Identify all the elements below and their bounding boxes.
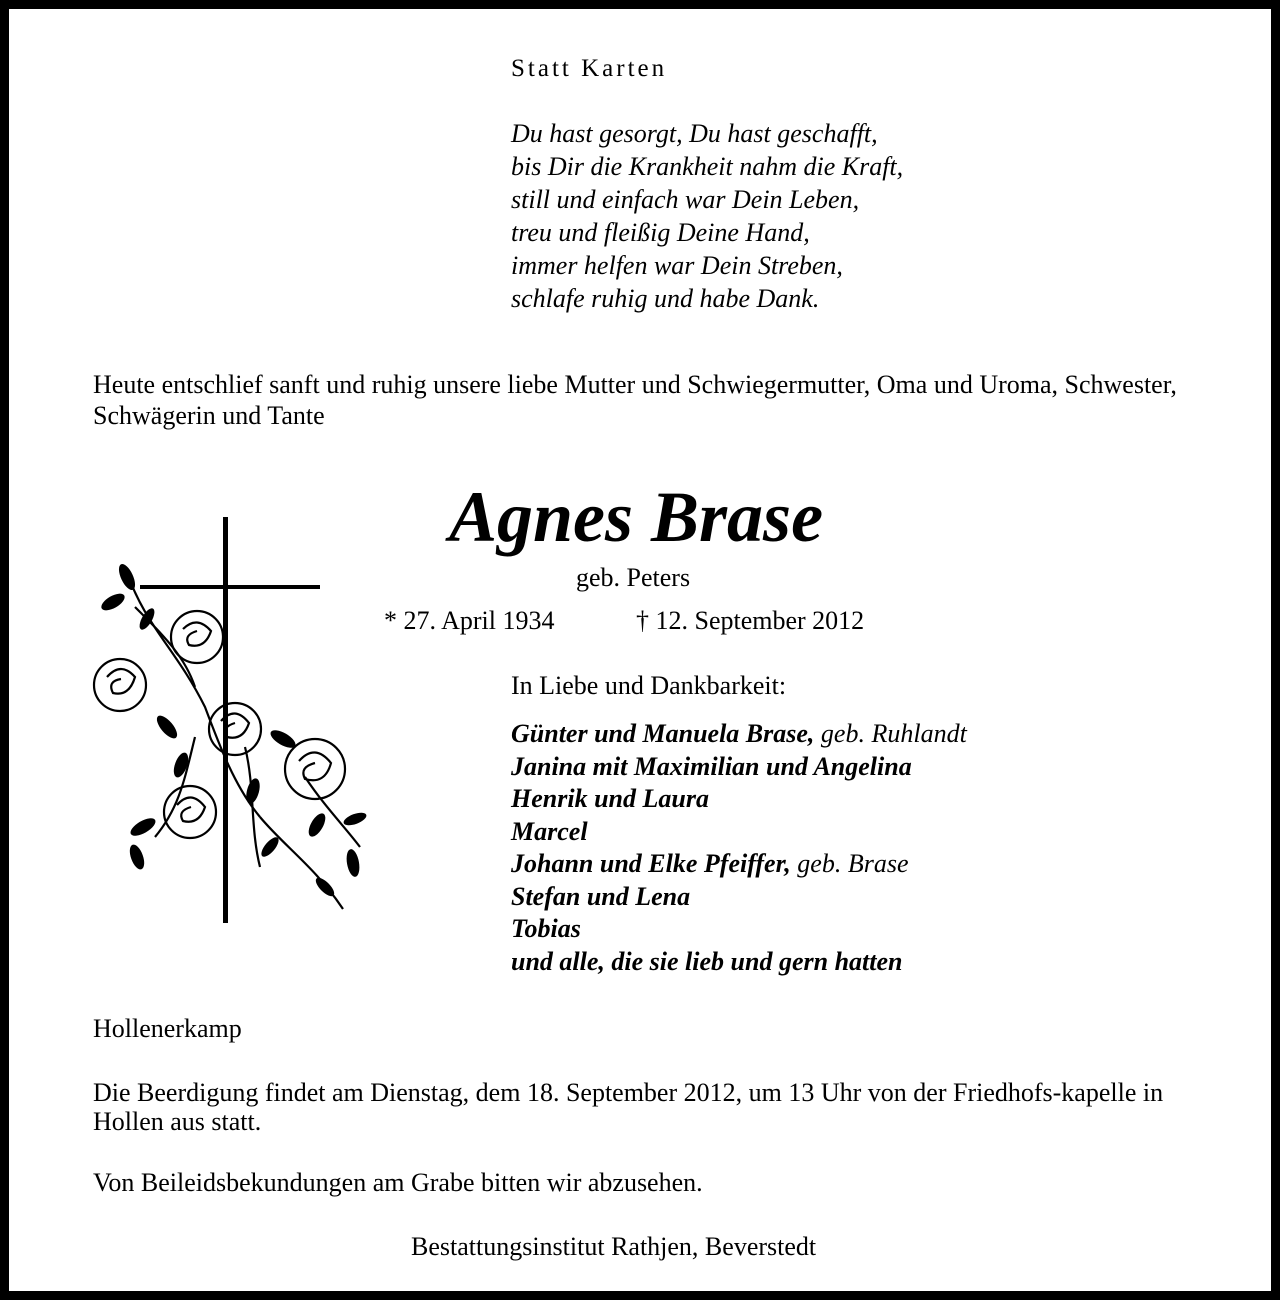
deceased-name [9, 477, 1271, 557]
memorial-verse [511, 117, 903, 315]
mourner-row [511, 816, 967, 849]
verse-line: immer helfen war Dein Streben, [511, 251, 843, 280]
condolence-text: Von Beileidsbekundungen am Grabe bitten wir abzusehen. [93, 1168, 703, 1197]
verse-line: schlafe ruhig und habe Dank. [511, 284, 820, 313]
undertaker-name: Bestattungsinstitut Rathjen, Beverstedt [411, 1232, 817, 1261]
mourner-row [511, 783, 967, 816]
death-date: † 12. September 2012 [636, 606, 865, 635]
mourner-row [511, 881, 967, 914]
mourner-row [511, 751, 967, 784]
maiden-name: geb. Peters [576, 563, 691, 592]
funeral-text: Die Beerdigung findet am Dienstag, dem 18. September 2012, um 13 Uhr von der Friedhofs-kapelle in Hollen aus statt. [93, 1078, 1164, 1136]
mourner-name: Janina mit Maximilian und Angelina [511, 751, 912, 781]
mourner-maiden-name: geb. Ruhlandt [814, 719, 967, 748]
mourner-name: Henrik und Laura [511, 784, 709, 813]
mourner-maiden-name: geb. Brase [790, 849, 909, 878]
verse-line: treu und fleißig Deine Hand, [511, 218, 810, 247]
mourner-name: Günter und Manuela Brase, [511, 719, 815, 748]
mourner-name: Tobias [511, 914, 581, 943]
birth-date: * 27. April 1934 [384, 606, 555, 635]
thanks-line: In Liebe und Dankbarkeit: [511, 671, 787, 700]
mourner-row [511, 946, 967, 979]
mourner-row [511, 718, 967, 751]
mourner-row [511, 848, 967, 881]
intro-text: Heute entschlief sanft und ruhig unsere liebe Mutter und Schwiegermutter, Oma und Uroma, Schwester, Schwägerin und Tante [93, 370, 1177, 430]
place-name: Hollenerkamp [93, 1014, 242, 1043]
mourners-list [511, 718, 967, 978]
mourner-name: und alle, die sie lieb und gern hatten [511, 946, 903, 976]
mourner-row [511, 913, 967, 946]
verse-line: still und einfach war Dein Leben, [511, 185, 860, 214]
verse-line: bis Dir die Krankheit nahm die Kraft, [511, 152, 904, 181]
deceased-name-text: Agnes Brase [448, 477, 824, 557]
cross-with-roses-icon [85, 507, 375, 927]
mourner-name: Johann und Elke Pfeiffer, [511, 849, 791, 878]
notice-heading: Statt Karten [511, 55, 668, 82]
verse-line: Du hast gesorgt, Du hast geschafft, [511, 119, 878, 148]
mourner-name: Stefan und Lena [511, 881, 691, 911]
mourner-name: Marcel [511, 816, 588, 846]
